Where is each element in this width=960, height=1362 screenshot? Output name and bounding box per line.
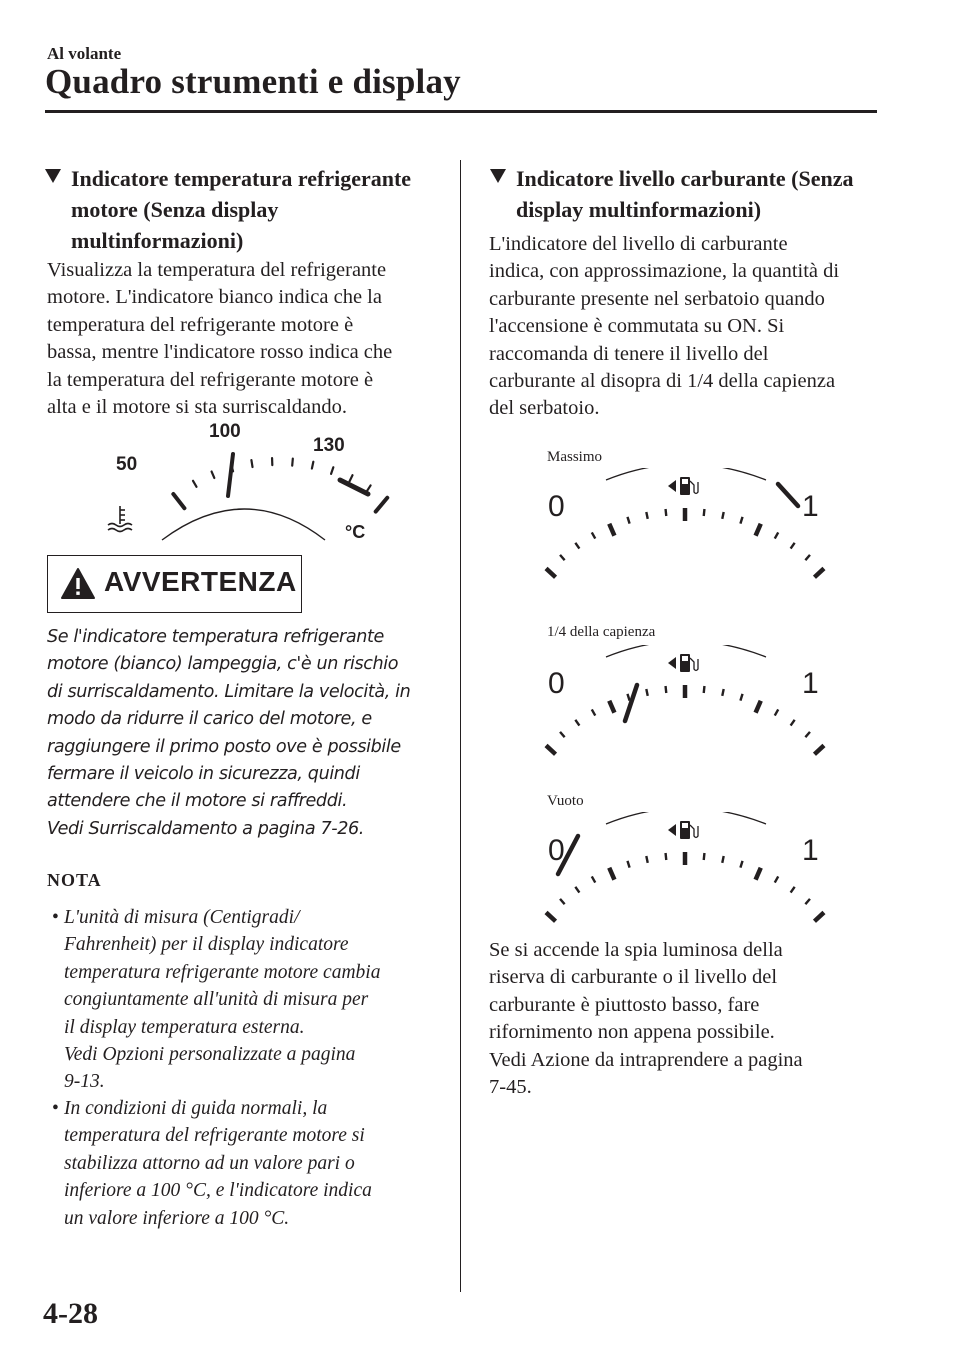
temperature-tick (376, 498, 388, 512)
coolant-heading (71, 163, 441, 256)
fuel-tick (740, 517, 742, 524)
fuel-gauge-caption: 1/4 della capienza (547, 624, 656, 640)
temperature-tick (212, 472, 215, 478)
fuel-tick (546, 912, 556, 921)
fuel-tick (592, 532, 595, 538)
temperature-gauge-arc (162, 509, 325, 540)
fuel-tick (592, 709, 595, 715)
text-line: Vedi Azione da intraprendere a pagina (489, 1048, 803, 1071)
temperature-tick (367, 485, 371, 491)
warning-box (47, 555, 302, 613)
text-line: raggiungere il primo posto ove è possibile (47, 736, 401, 757)
fuel-label-full: 1 (802, 667, 819, 700)
fuel-tick (575, 543, 579, 549)
fuel-tick (560, 555, 565, 560)
fuel-tick (609, 868, 614, 880)
fuel-tick (666, 853, 667, 860)
fuel-tick (722, 856, 723, 863)
text-line: rifornimento non appena possibile. (489, 1021, 775, 1044)
fuel-tick (646, 856, 647, 863)
fuel-tick (814, 568, 824, 577)
text-line: carburante al disopra di 1/4 della capienza (489, 370, 836, 393)
text-line: il display temperatura esterna. (64, 1016, 305, 1038)
text-line: L'indicatore del livello di carburante (489, 233, 788, 255)
fuel-pump-icon (668, 821, 698, 839)
text-line: L'unità di misura (Centigradi/ (64, 907, 300, 928)
fuel-tick (646, 512, 647, 519)
fuel-tick (666, 509, 667, 516)
note-item (52, 904, 459, 1096)
fuel-tick (722, 512, 723, 519)
fuel-gauge-quarter (540, 645, 830, 763)
fuel-tick (704, 509, 705, 516)
fuel-tick (592, 876, 595, 882)
text-line: temperatura refrigerante motore cambia (64, 961, 381, 983)
text-line: Visualizza la temperatura del refrigerante (47, 259, 387, 281)
text-line: Fahrenheit) per il display indicatore (64, 934, 349, 956)
fuel-heading-text: Indicatore livello carburante (Senza display multinformazioni) (516, 166, 854, 222)
fuel-needle (778, 484, 798, 506)
fuel-tick (627, 861, 629, 868)
fuel-tick (805, 732, 810, 737)
temperature-tick (331, 467, 333, 474)
text-line: fermare il veicolo in sicurezza, quindi (47, 764, 360, 785)
text-line: attendere che il motore si raffreddi. (47, 791, 348, 812)
temperature-tick (349, 475, 352, 481)
text-line: Se l'indicatore temperatura refrigerante (47, 627, 384, 647)
fuel-tick (775, 709, 778, 715)
page-title: Quadro strumenti e display (45, 62, 461, 101)
text-line: In condizioni di guida normali, la (64, 1098, 328, 1119)
fuel-tick (546, 568, 556, 577)
fuel-gauge-empty (540, 812, 830, 930)
fuel-label-empty: 0 (548, 834, 565, 867)
fuel-tick (756, 701, 761, 713)
text-line: di surriscaldamento. Limitare la velocità, in (47, 681, 411, 702)
fuel-tick (814, 912, 824, 921)
fuel-tick (756, 868, 761, 880)
fuel-tick (560, 732, 565, 737)
text-line: del serbatoio. (489, 397, 600, 420)
page-number: 4-28 (43, 1297, 98, 1330)
bullet-icon: • (52, 907, 59, 928)
temperature-tick (292, 459, 293, 466)
note-item (52, 1095, 459, 1232)
text-line: 7-45. (489, 1076, 532, 1099)
warning-label: AVVERTENZA (104, 566, 297, 597)
warning-triangle-icon (60, 567, 96, 600)
fuel-pump-icon (668, 477, 698, 495)
column-divider (460, 160, 461, 1292)
fuel-needle (625, 685, 637, 721)
text-line: temperatura del refrigerante motore si (64, 1125, 365, 1147)
text-line: riserva di carburante o il livello del (489, 966, 778, 989)
section-label: Al volante (47, 44, 122, 63)
temperature-hot-zone (340, 480, 368, 494)
fuel-gauge-caption: Massimo (547, 449, 603, 465)
fuel-gauge-full (540, 468, 830, 586)
fuel-tick (575, 720, 579, 726)
fuel-tick (609, 524, 614, 536)
bullet-icon: • (52, 1098, 59, 1119)
text-line: Vedi Opzioni personalizzate a pagina (64, 1044, 356, 1066)
fuel-closing-paragraph (489, 937, 909, 1101)
coolant-paragraph (47, 257, 457, 421)
heading-marker-icon (45, 169, 61, 183)
temperature-label-100: 100 (209, 421, 241, 442)
fuel-tick (805, 899, 810, 904)
temperature-gauge-ticks (173, 454, 387, 512)
text-line: bassa, mentre l'indicatore rosso indica che (47, 341, 393, 364)
fuel-tick (791, 720, 795, 726)
fuel-gauge-caption: Vuoto (547, 793, 584, 809)
text-line: modo da ridurre il carico del motore, e (47, 709, 372, 730)
fuel-tick (775, 876, 778, 882)
coolant-temperature-icon (108, 506, 132, 532)
text-line: inferiore a 100 °C, e l'indicatore indica (64, 1180, 372, 1202)
fuel-paragraph (489, 231, 909, 423)
temperature-label-130: 130 (313, 435, 345, 456)
fuel-label-empty: 0 (548, 667, 565, 700)
fuel-tick (704, 686, 705, 693)
text-line: temperatura del refrigerante motore è (47, 313, 354, 336)
fuel-heading (516, 163, 886, 225)
fuel-tick (609, 701, 614, 713)
text-line: raccomanda di tenere il livello del (489, 342, 769, 365)
temperature-label-50: 50 (116, 454, 138, 475)
temperature-unit-label: °C (345, 522, 366, 542)
fuel-tick (627, 517, 629, 524)
warning-text (47, 624, 447, 843)
fuel-tick (814, 745, 824, 754)
fuel-tick (740, 861, 742, 868)
text-line: congiuntamente all'unità di misura per (64, 989, 369, 1011)
text-line: un valore inferiore a 100 °C. (64, 1207, 290, 1229)
temperature-tick (173, 494, 184, 508)
temperature-gauge (100, 418, 390, 550)
text-line: carburante presente nel serbatoio quando (489, 287, 825, 310)
temperature-tick (312, 462, 313, 469)
text-line: motore (bianco) lampeggia, c'è un rischio (47, 654, 399, 675)
text-line: 9-13. (64, 1071, 105, 1093)
coolant-heading-text: Indicatore temperatura refrigerante motore (Senza display multinformazioni) (71, 166, 412, 253)
fuel-tick (740, 694, 742, 701)
fuel-pump-icon (668, 654, 698, 672)
title-rule (45, 110, 877, 113)
fuel-tick (791, 887, 795, 893)
temperature-needle (228, 454, 233, 496)
fuel-tick (627, 694, 629, 701)
text-line: Vedi Surriscaldamento a pagina 7-26. (47, 818, 365, 839)
heading-marker-icon (490, 169, 506, 183)
fuel-tick (704, 853, 705, 860)
fuel-label-full: 1 (802, 834, 819, 867)
text-line: la temperatura del refrigerante motore è (47, 368, 374, 391)
fuel-tick (575, 887, 579, 893)
fuel-tick (756, 524, 761, 536)
text-line: Se si accende la spia luminosa della (489, 939, 783, 961)
fuel-tick (722, 689, 723, 696)
temperature-tick (251, 460, 252, 467)
text-line: carburante è piuttosto basso, fare (489, 993, 760, 1016)
note-label: NOTA (47, 870, 102, 890)
fuel-tick (775, 532, 778, 538)
fuel-label-full: 1 (802, 490, 819, 523)
fuel-label-empty: 0 (548, 490, 565, 523)
text-line: indica, con approssimazione, la quantità di (489, 260, 840, 283)
fuel-tick (560, 899, 565, 904)
fuel-tick (666, 686, 667, 693)
temperature-tick (193, 481, 197, 487)
text-line: l'accensione è commutata su ON. Si (489, 315, 785, 338)
fuel-tick (646, 689, 647, 696)
text-line: alta e il motore si sta surriscaldando. (47, 396, 348, 419)
fuel-tick (546, 745, 556, 754)
text-line: stabilizza attorno ad un valore pari o (64, 1152, 355, 1174)
fuel-tick (791, 543, 795, 549)
text-line: motore. L'indicatore bianco indica che la (47, 286, 382, 309)
fuel-tick (805, 555, 810, 560)
